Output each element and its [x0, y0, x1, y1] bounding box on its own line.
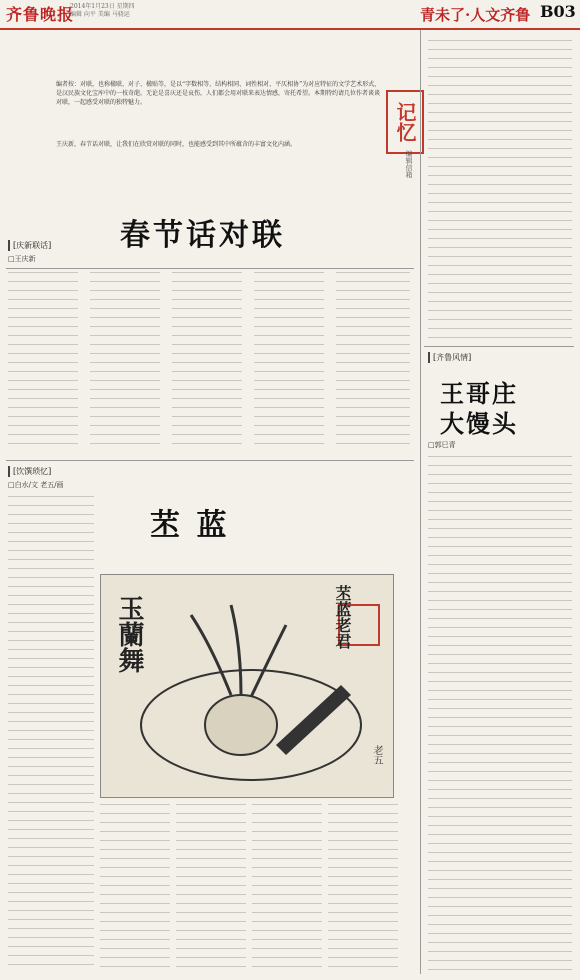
knife-shape [276, 685, 351, 755]
kohlrabi-shape [205, 695, 277, 755]
editor-note-text: 编者按：对联，也称楹联、对子、楹贴等，是以“字数相等、结构相同、词性相对、平仄相协”为对应特征的文学艺术形式，是汉民族文化宝库中的一枝奇葩。无论是喜庆还是哀伤，人们都会用对联来表达情感，寄托希望。本期特约请几位作者谈谈对联，一起感受对联的独特魅力。 [56, 81, 381, 106]
issue-meta [70, 3, 135, 19]
painting-calligraphy-right: 苤蓝老君 [333, 585, 352, 649]
article-1-body-col-3 [172, 272, 242, 444]
article-3-title-line-1: 王哥庄 [440, 379, 518, 408]
editor-byline: 王庆新，春节话对联，让我们在欣赏对联的同时，也能感受到其中所蕴含的丰富文化内涵。 [56, 141, 297, 148]
newspaper-logo: 齐鲁晚报 [6, 5, 75, 24]
issue-date: 2014年1月23日 星期四 [70, 3, 135, 10]
article-2-body-col-left [8, 496, 94, 972]
divider [6, 268, 414, 269]
editor-note [56, 80, 382, 107]
side-caption: 编辑信箱 [405, 150, 413, 178]
section-title: 青未了·人文齐鲁 [420, 6, 531, 24]
article-1-body-col-2 [90, 272, 160, 444]
article-1-body-col-1 [8, 272, 78, 444]
article-1-body-col-5 [336, 272, 410, 444]
leaf-stems [191, 605, 286, 697]
painting-signature: 老五 [371, 745, 382, 765]
column-stamp: 记忆 [386, 90, 424, 154]
painting-calligraphy-left: 玉蘭舞 [114, 595, 144, 673]
issue-editors: 编辑 向平 美编 马骁运 [70, 11, 130, 18]
article-3-body [428, 456, 572, 972]
article-3-title-line-2: 大馒头 [440, 409, 518, 438]
article-2-body-col-5 [328, 804, 398, 972]
article-3-tag: [齐鲁风情] [428, 352, 471, 363]
article-1-title: 春节话对联 [120, 218, 285, 253]
article-2-tag: [饮馔琐忆] [8, 466, 51, 477]
divider [6, 460, 414, 461]
divider [424, 346, 574, 347]
article-2-body-col-4 [252, 804, 322, 972]
article-1-body-col-4 [254, 272, 324, 444]
article-2-body-col-3 [176, 804, 246, 972]
article-2-body-col-2 [100, 804, 170, 972]
article-2-title: 苤 蓝 [150, 508, 230, 543]
painting-illustration [100, 574, 394, 798]
right-column-body-top [428, 40, 572, 340]
page-number: B03 [540, 2, 576, 21]
column-divider [420, 30, 421, 974]
article-2-author: □白水/文 老五/画 [8, 481, 64, 489]
article-1-author: □王庆新 [8, 255, 36, 263]
article-3-author: □郭巳青 [428, 441, 456, 449]
article-1-tag: [庆新联话] [8, 240, 51, 251]
